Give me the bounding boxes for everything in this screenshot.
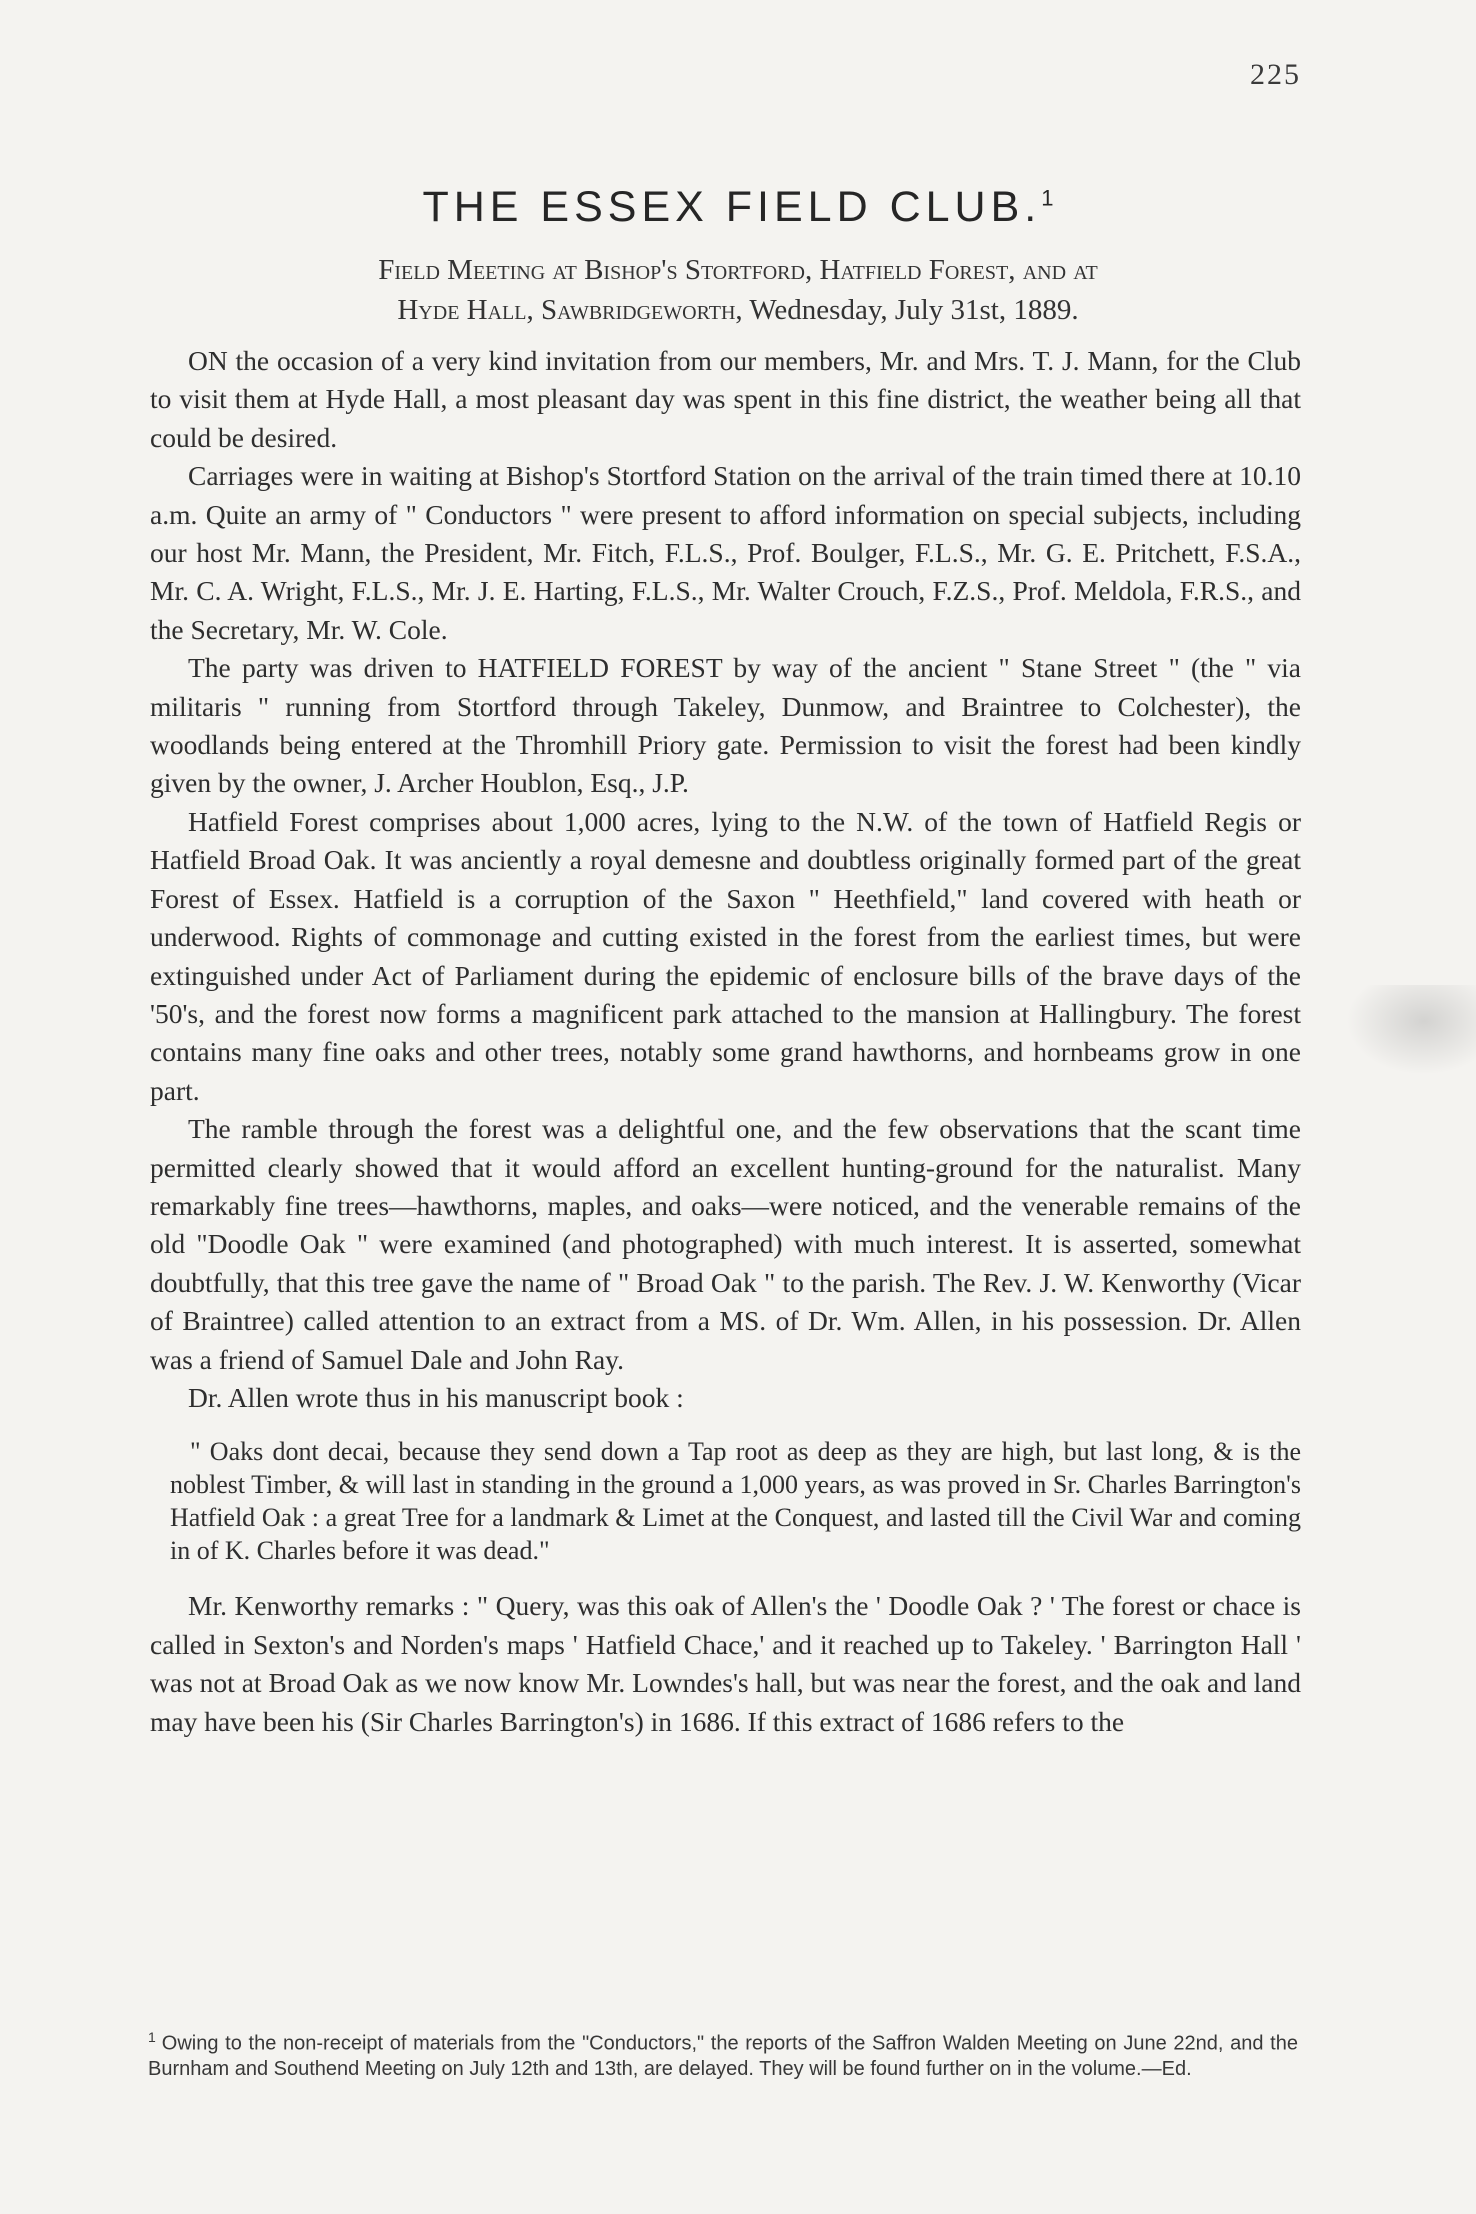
subtitle-line-1: Field Meeting at Bishop's Stortford, Hatfield Forest, and at	[378, 254, 1098, 286]
title-footnote-mark: 1	[1041, 185, 1054, 211]
paragraph-5: The ramble through the forest was a delightful one, and the few observations that the scant time permitted clearly showed that it would afford an excellent hunting-ground for the naturalist. Many remarkably fine trees—hawthorns, maples, and oaks—were noticed, and the venerable remains of the old "Doodle Oak " were examined (and photographed) with much interest. It is asserted, somewhat doubtfully, that this tree gave the name of " Broad Oak " to the parish. The Rev. J. W. Kenworthy (Vicar of Braintree) called attention to an extract from a MS. of Dr. Wm. Allen, in his possession. Dr. Allen was a friend of Samuel Dale and John Ray.	[150, 1113, 1301, 1375]
article-body	[150, 342, 1301, 1741]
page-number: 225	[1250, 58, 1301, 91]
page-smudge	[1346, 985, 1476, 1075]
closing-paragraph: Mr. Kenworthy remarks : " Query, was this oak of Allen's the ' Doodle Oak ? ' The forest or chace is called in Sexton's and Norden's maps ' Hatfield Chace,' and it reached up to Takeley. ' Barrington Hall ' was not at Broad Oak as we now know Mr. Lowndes's hall, but was near the forest, and the oak and land may have been his (Sir Charles Barrington's) in 1686. If this extract of 1686 refers to the	[150, 1590, 1301, 1737]
subtitle-line-2	[150, 290, 1326, 330]
paragraph-6: Dr. Allen wrote thus in his manuscript book :	[188, 1381, 684, 1413]
paragraph-3: The party was driven to HATFIELD FOREST by way of the ancient " Stane Street " (the " via militaris " running from Stortford through Takeley, Dunmow, and Braintree to Colchester), the woodlands being entered at the Thromhill Priory gate. Permission to visit the forest had been kindly given by the owner, J. Archer Houblon, Esq., J.P.	[150, 652, 1301, 799]
footnote-mark: 1	[148, 2029, 156, 2045]
title-text: THE ESSEX FIELD CLUB.	[422, 183, 1042, 231]
paragraph-4: Hatfield Forest comprises about 1,000 acres, lying to the N.W. of the town of Hatfield Regis or Hatfield Broad Oak. It was anciently a royal demesne and doubtless originally formed part of the great Forest of Essex. Hatfield is a corruption of the Saxon " Heethfield," land covered with heath or underwood. Rights of commonage and cutting existed in the forest from the earliest times, but were extinguished under Act of Parliament during the epidemic of enclosure bills of the brave days of the '50's, and the forest now forms a magnificent park attached to the mansion at Hallingbury. The forest contains many fine oaks and other trees, notably some grand hawthorns, and hornbeams grow in one part.	[150, 805, 1301, 1106]
subtitle-places: Hyde Hall, Sawbridgeworth,	[397, 294, 743, 326]
meeting-subtitle	[150, 250, 1326, 330]
paragraph-1: ON the occasion of a very kind invitation from our members, Mr. and Mrs. T. J. Mann, for the Club to visit them at Hyde Hall, a most pleasant day was spent in this fine district, the weather being all that could be desired.	[150, 345, 1301, 453]
paragraph-2: Carriages were in waiting at Bishop's Stortford Station on the arrival of the train timed there at 10.10 a.m. Quite an army of " Conductors " were present to afford information on special subjects, including our host Mr. Mann, the President, Mr. Fitch, F.L.S., Prof. Boulger, F.L.S., Mr. G. E. Pritchett, F.S.A., Mr. C. A. Wright, F.L.S., Mr. J. E. Harting, F.L.S., Mr. Walter Crouch, F.Z.S., Prof. Meldola, F.R.S., and the Secretary, Mr. W. Cole.	[150, 460, 1301, 645]
manuscript-quote: " Oaks dont decai, because they send down a Tap root as deep as they are high, but last long, & is the noblest Timber, & will last in standing in the ground a 1,000 years, as was proved in Sr. Charles Barrington's Hatfield Oak : a great Tree for a landmark & Limet at the Conquest, and lasted till the Civil War and coming in of K. Charles before it was dead."	[170, 1437, 1301, 1566]
footnote-text: Owing to the non-receipt of materials from the "Conductors," the reports of the Saffron Walden Meeting on June 22nd, and the Burnham and Southend Meeting on July 12th and 13th, are delayed. They will be found further on in the volume.—Ed.	[148, 2032, 1298, 2080]
page-title	[0, 183, 1476, 232]
footnote	[148, 2025, 1298, 2082]
subtitle-date: Wednesday, July 31st, 1889.	[742, 294, 1079, 326]
